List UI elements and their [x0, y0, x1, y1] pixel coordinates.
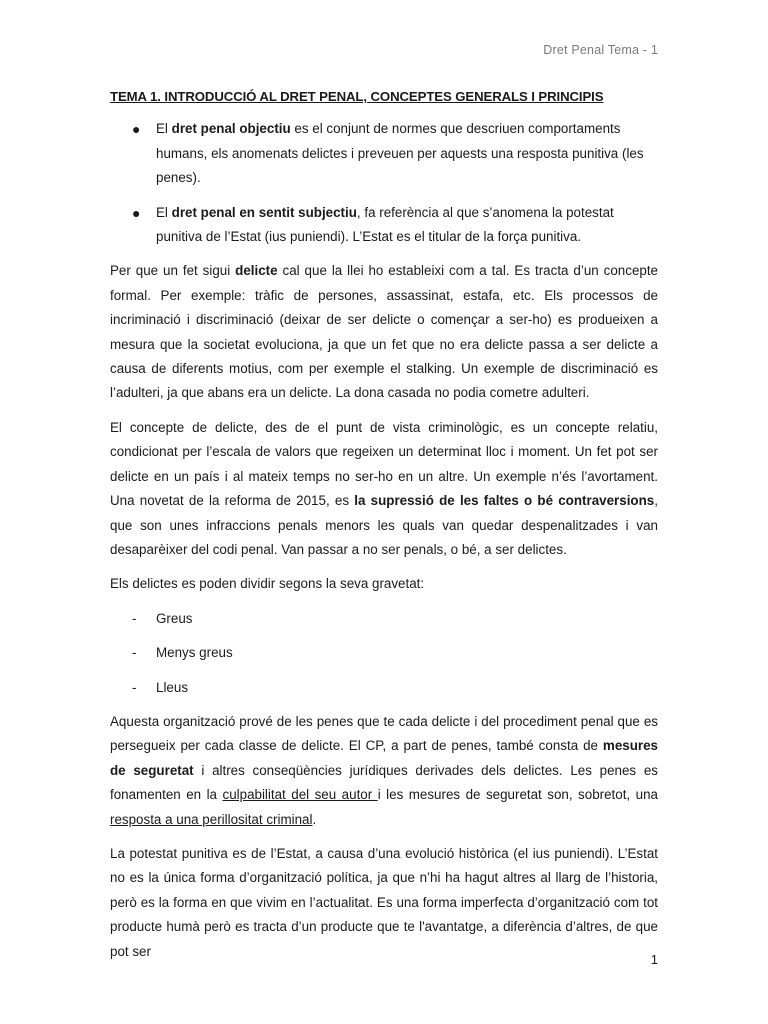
bullet-text: El [156, 121, 172, 137]
underlined-term: culpabilitat del seu autor [222, 787, 378, 803]
bullet-text: es el conjunt de normes que descriuen comportaments humans, els anomenats delictes i preveuen per aquests una resposta punitiva (les penes). [156, 121, 644, 186]
paragraph: La potestat punitiva es de l’Estat, a causa d’una evolució històrica (el ius puniendi). L’Estat no es la única forma d’organització política, ja que n’hi ha hagut altres al llarg de l’historia, però es la forma en que vivim en l’actualitat. Es una forma imperfecta d’organització com tot producte humà però es tracta d’un producte que te l'avantatge, a diferència d’altres, de que pot ser [110, 845, 658, 959]
definitions-list [110, 117, 658, 249]
bullet-term: dret penal objectiu [171, 121, 291, 137]
paragraph: Els delictes es poden dividir segons la seva gravetat: [110, 576, 425, 592]
list-item: - Greus [132, 610, 193, 626]
section-title: TEMA 1. INTRODUCCIÓ AL DRET PENAL, CONCEPTES GENERALS I PRINCIPIS [110, 89, 604, 104]
paragraph: Per que un fet sigui delicte cal que la llei ho estableixi com a tal. Es tracta d’un concepte formal. Per exemple: tràfic de persones, assassinat, estafa, etc. Els processos de incriminació i discriminació (deixar de ser delicte o començar a ser-ho) es produeixen a mesura que la societat evoluciona, ja que un fet que no era delicte passa a ser delicte a causa de diferents motius, com per exemple el stalking. Un exemple de discriminació es l’adulteri, ja que abans era un delicte. La dona casada no podia cometre adulteri. [110, 263, 659, 401]
bullet-icon: ● [132, 204, 141, 221]
underlined-term: resposta a una perillositat criminal [110, 811, 313, 827]
bullet-text: El [156, 204, 172, 220]
page-number: 1 [650, 952, 658, 967]
bold-term: mesures de seguretat [110, 738, 658, 778]
list-item [110, 201, 658, 250]
list-item: - Lleus [132, 679, 189, 695]
bold-term: delicte [235, 263, 278, 279]
bold-term: la supressió de les faltes o bé contraversions [354, 493, 655, 509]
list-item [110, 117, 658, 190]
paragraph: El concepte de delicte, des de el punt de vista criminològic, es un concepte relatiu, condicionat per l’escala de valors que regeixen un determinat lloc i moment. Un fet pot ser delicte en un país i al mateix temps no ser-ho en un altre. Un exemple n’és l’avortament. Una novetat de la reforma de 2015, es la supressió de les faltes o bé contraversions, que son unes infraccions penals menors les quals van quedar despenalitzades i van desaparèixer del codi penal. Van passar a no ser penals, o bé, a ser delictes. [110, 419, 658, 557]
bullet-text: , fa referència al que s’anomena la potestat punitiva de l’Estat (ius puniendi). L’Estat es el titular de la força punitiva. [156, 204, 614, 245]
document-body [110, 85, 658, 974]
gravity-list [110, 607, 658, 700]
bullet-term: dret penal en sentit subjectiu [171, 204, 357, 220]
paragraph: Aquesta organització prové de les penes que te cada delicte i del procediment penal que es persegueix per cada classe de delicte. El CP, a part de penes, també consta de mesures de seguretat i altres conseqüències jurídiques derivades dels delictes. Les penes es fonamenten en la culpabilitat del seu autor i les mesures de seguretat son, sobretot, una resposta a una perillositat criminal. [110, 713, 658, 827]
running-header: Dret Penal Tema - 1 [543, 43, 658, 57]
list-item: - Menys greus [132, 645, 233, 661]
bullet-icon: ● [132, 121, 141, 138]
